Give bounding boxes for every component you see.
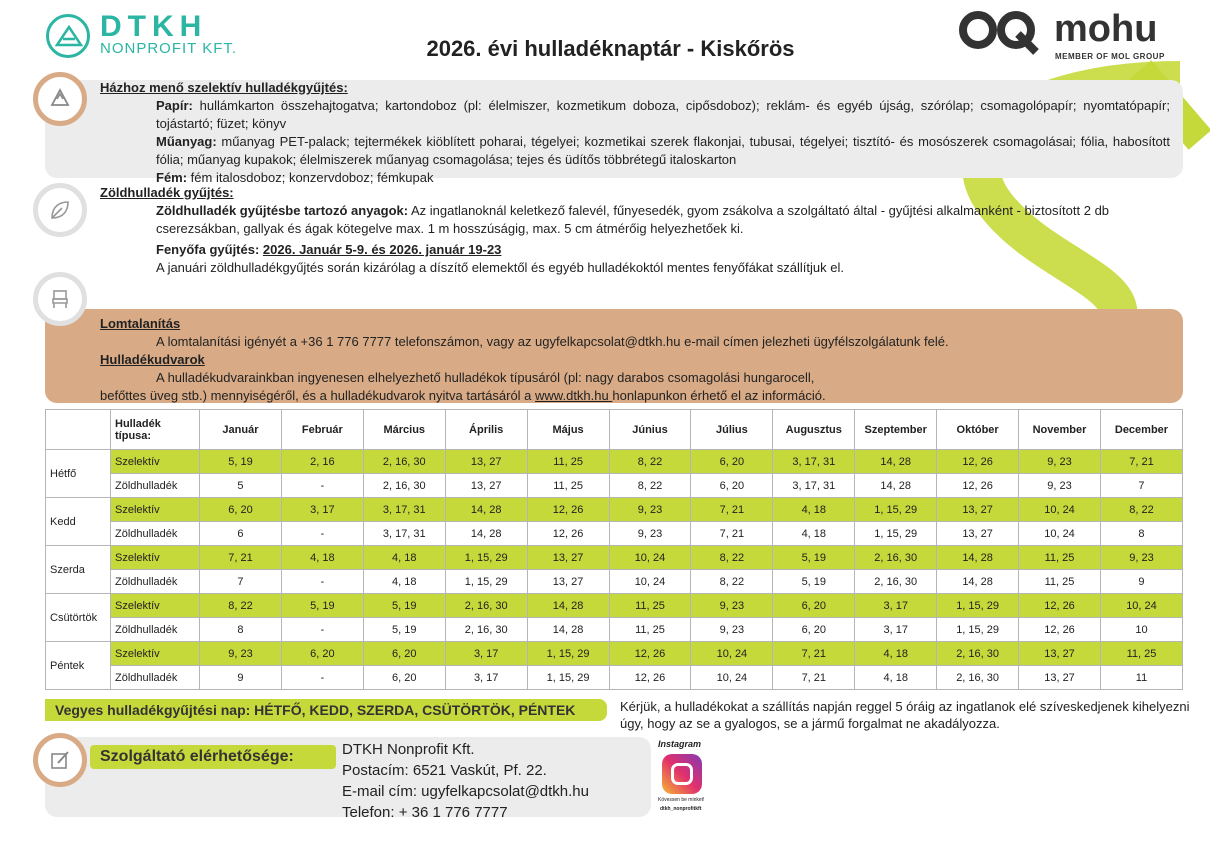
green-items-text: Az ingatlanoknál keletkező falevél, fűnyesedék, gyom zsákolva a szolgáltató által - gyűjtési alkalmanként - biztosított 2 db cserezsákban, gallyak és ágak kötegelve max. 1 m hosszúságig, max. 5 cm átmérőig helyezhetőek ki.	[156, 203, 1110, 236]
logo-name: DTKH	[100, 10, 208, 43]
type-cell: Zöldhulladék	[111, 666, 200, 690]
type-cell: Szelektív	[111, 546, 200, 570]
placement-request: Kérjük, a hulladékokat a szállítás napján reggel 5 óráig az ingatlanok elé szíveskedjenek kihelyezni úgy, hogy az se a gyalogos, se a jármű forgalmat ne akadályozza.	[620, 699, 1190, 731]
table-row	[46, 474, 1183, 498]
date-cell: 9	[200, 666, 282, 690]
contact-details	[342, 739, 589, 823]
date-cell: 1, 15, 29	[445, 546, 527, 570]
date-cell: 6, 20	[281, 642, 363, 666]
date-cell: 7, 21	[773, 666, 855, 690]
selective-section	[100, 79, 1170, 187]
date-cell: 8, 22	[1100, 498, 1182, 522]
date-cell: 10, 24	[691, 666, 773, 690]
date-cell: -	[281, 618, 363, 642]
date-cell: 13, 27	[937, 522, 1019, 546]
email-address[interactable]: E-mail cím: ugyfelkapcsolat@dtkh.hu	[342, 783, 589, 800]
date-cell: 11, 25	[527, 450, 609, 474]
green-heading: Zöldhulladék gyűjtés:	[100, 185, 234, 200]
logo-subtitle: NONPROFIT KFT.	[100, 40, 238, 57]
date-cell: 11, 25	[609, 594, 691, 618]
day-cell: Hétfő	[46, 450, 111, 498]
date-cell: 1, 15, 29	[855, 522, 937, 546]
date-cell: 13, 27	[937, 498, 1019, 522]
date-cell: 9, 23	[691, 618, 773, 642]
date-cell: 4, 18	[281, 546, 363, 570]
date-cell: 8, 22	[691, 546, 773, 570]
date-cell: -	[281, 522, 363, 546]
date-cell: 4, 18	[773, 498, 855, 522]
plastic-text: műanyag PET-palack; tejtermékek kiöblített poharai, tégelyei; kozmetikai szerek flakonjai, tubusai, tégelyei; tisztító- és mosószerek csomagolásai; fólia, habosított fólia; műanyag kupakok; élelmiszerek műanyag csomagolása; tejes és üdítős többrétegű italoskarton	[156, 134, 1170, 167]
table-row	[46, 666, 1183, 690]
green-items-label: Zöldhulladék gyűjtésbe tartozó anyagok:	[156, 203, 409, 218]
date-cell: 14, 28	[527, 594, 609, 618]
green-section	[100, 184, 1110, 277]
date-cell: 7, 21	[691, 498, 773, 522]
month-header: Október	[937, 410, 1019, 450]
date-cell: -	[281, 474, 363, 498]
yard-text-2a: befőttes üveg stb.) mennyiségéről, és a hulladékudvarok nyitva tartásáról a	[100, 388, 536, 403]
date-cell: 2, 16, 30	[445, 594, 527, 618]
date-cell: 4, 18	[363, 546, 445, 570]
day-cell: Szerda	[46, 546, 111, 594]
date-cell: 11, 25	[1100, 642, 1182, 666]
tree-label: Fenyőfa gyűjtés:	[156, 242, 260, 257]
date-cell: 7, 21	[200, 546, 282, 570]
date-cell: 3, 17, 31	[773, 474, 855, 498]
date-cell: 9, 23	[1019, 450, 1101, 474]
day-cell: Péntek	[46, 642, 111, 690]
day-cell: Kedd	[46, 498, 111, 546]
yard-link[interactable]: www.dtkh.hu	[535, 388, 613, 403]
date-cell: 4, 18	[773, 522, 855, 546]
date-cell: 14, 28	[445, 498, 527, 522]
date-cell: 3, 17	[855, 594, 937, 618]
company-name: DTKH Nonprofit Kft.	[342, 741, 475, 758]
type-cell: Szelektív	[111, 594, 200, 618]
date-cell: 2, 16, 30	[855, 546, 937, 570]
month-header: November	[1019, 410, 1101, 450]
date-cell: 8, 22	[609, 474, 691, 498]
table-row	[46, 498, 1183, 522]
date-cell: 10, 24	[1019, 522, 1101, 546]
yard-text-1: A hulladékudvarainkban ingyenesen elhelyezhető hulladékok típusáról (pl: nagy darabos csomagolási hungarocell,	[156, 370, 815, 385]
date-cell: 10, 24	[691, 642, 773, 666]
date-cell: 4, 18	[855, 666, 937, 690]
type-cell: Szelektív	[111, 450, 200, 474]
table-row	[46, 546, 1183, 570]
date-cell: 2, 16	[281, 450, 363, 474]
type-cell: Szelektív	[111, 498, 200, 522]
instagram-camera-icon	[671, 763, 693, 785]
plastic-label: Műanyag:	[156, 134, 217, 149]
date-cell: 2, 16, 30	[855, 570, 937, 594]
date-cell: 2, 16, 30	[937, 666, 1019, 690]
date-cell: 6, 20	[363, 666, 445, 690]
date-cell: 2, 16, 30	[363, 450, 445, 474]
date-cell: 7, 21	[773, 642, 855, 666]
date-cell: 9, 23	[1100, 546, 1182, 570]
date-cell: 5	[200, 474, 282, 498]
table-row	[46, 618, 1183, 642]
date-cell: 14, 28	[445, 522, 527, 546]
month-header: Június	[609, 410, 691, 450]
date-cell: 11, 25	[609, 618, 691, 642]
date-cell: 3, 17	[445, 666, 527, 690]
date-cell: 6, 20	[691, 474, 773, 498]
type-header: Hulladék típusa:	[111, 410, 200, 450]
type-cell: Zöldhulladék	[111, 618, 200, 642]
leaf-icon	[33, 183, 87, 237]
date-cell: 13, 27	[527, 570, 609, 594]
date-cell: 7	[200, 570, 282, 594]
date-cell: 13, 27	[445, 474, 527, 498]
date-cell: 6, 20	[691, 450, 773, 474]
tree-dates: 2026. Január 5-9. és 2026. január 19-23	[262, 242, 502, 257]
type-cell: Zöldhulladék	[111, 522, 200, 546]
mohu-logo-icon	[958, 10, 1044, 56]
date-cell: 4, 18	[855, 642, 937, 666]
table-row	[46, 522, 1183, 546]
date-cell: 9, 23	[691, 594, 773, 618]
month-header: Május	[527, 410, 609, 450]
mixed-waste-days: Vegyes hulladékgyűjtési nap: HÉTFŐ, KEDD, SZERDA, CSÜTÖRTÖK, PÉNTEK	[45, 699, 607, 721]
date-cell: 11	[1100, 666, 1182, 690]
day-cell: Csütörtök	[46, 594, 111, 642]
yard-heading: Hulladékudvarok	[100, 352, 205, 367]
date-cell: 11, 25	[1019, 570, 1101, 594]
mohu-subtitle: MEMBER OF MOL GROUP	[1055, 52, 1165, 61]
date-cell: 13, 27	[1019, 666, 1101, 690]
corner-cell	[46, 410, 111, 450]
date-cell: 2, 16, 30	[363, 474, 445, 498]
month-header: Április	[445, 410, 527, 450]
month-header: Február	[281, 410, 363, 450]
date-cell: 6, 20	[773, 594, 855, 618]
date-cell: 13, 27	[1019, 642, 1101, 666]
type-cell: Zöldhulladék	[111, 474, 200, 498]
table-row	[46, 642, 1183, 666]
date-cell: 1, 15, 29	[445, 570, 527, 594]
date-cell: 12, 26	[527, 522, 609, 546]
date-cell: 1, 15, 29	[937, 594, 1019, 618]
bulky-heading: Lomtalanítás	[100, 316, 181, 331]
yard-text-2b: honlapunkon érhető el az információ.	[612, 388, 826, 403]
selective-heading: Házhoz menő szelektív hulladékgyűjtés:	[100, 80, 348, 95]
date-cell: -	[281, 570, 363, 594]
paper-label: Papír:	[156, 98, 193, 113]
date-cell: 14, 28	[527, 618, 609, 642]
date-cell: -	[281, 666, 363, 690]
postal-address: Postacím: 6521 Vaskút, Pf. 22.	[342, 762, 547, 779]
date-cell: 1, 15, 29	[937, 618, 1019, 642]
table-row	[46, 594, 1183, 618]
date-cell: 10, 24	[609, 546, 691, 570]
date-cell: 12, 26	[527, 498, 609, 522]
type-cell: Zöldhulladék	[111, 570, 200, 594]
date-cell: 6, 20	[773, 618, 855, 642]
date-cell: 11, 25	[1019, 546, 1101, 570]
mohu-name: mohu	[1054, 8, 1158, 50]
instagram-title: Instagram	[658, 739, 702, 749]
bulky-section	[100, 315, 1170, 405]
date-cell: 8, 22	[200, 594, 282, 618]
date-cell: 7	[1100, 474, 1182, 498]
date-cell: 3, 17, 31	[773, 450, 855, 474]
date-cell: 9, 23	[1019, 474, 1101, 498]
date-cell: 7, 21	[1100, 450, 1182, 474]
date-cell: 2, 16, 30	[445, 618, 527, 642]
bulky-text: A lomtalanítási igényét a +36 1 776 7777 telefonszámon, vagy az ugyfelkapcsolat@dtkh.hu e-mail címen jelezheti ügyfélszolgálatunk felé.	[156, 334, 949, 349]
date-cell: 9	[1100, 570, 1182, 594]
tree-note: A januári zöldhulladékgyűjtés során kizárólag a díszítő elemektől és egyéb hulladékoktól mentes fenyőfákat szállítjuk el.	[156, 260, 844, 275]
date-cell: 3, 17, 31	[363, 522, 445, 546]
date-cell: 3, 17, 31	[363, 498, 445, 522]
schedule-table	[45, 409, 1183, 690]
date-cell: 3, 17	[281, 498, 363, 522]
contact-label: Szolgáltató elérhetősége:	[90, 745, 336, 769]
date-cell: 14, 28	[855, 474, 937, 498]
date-cell: 7, 21	[691, 522, 773, 546]
month-header: December	[1100, 410, 1182, 450]
date-cell: 5, 19	[773, 570, 855, 594]
date-cell: 14, 28	[937, 546, 1019, 570]
date-cell: 2, 16, 30	[937, 642, 1019, 666]
date-cell: 5, 19	[200, 450, 282, 474]
type-cell: Szelektív	[111, 642, 200, 666]
date-cell: 14, 28	[937, 570, 1019, 594]
date-cell: 1, 15, 29	[527, 642, 609, 666]
date-cell: 12, 26	[609, 642, 691, 666]
date-cell: 1, 15, 29	[527, 666, 609, 690]
date-cell: 8, 22	[609, 450, 691, 474]
date-cell: 13, 27	[445, 450, 527, 474]
table-row	[46, 570, 1183, 594]
furniture-icon	[33, 272, 87, 326]
date-cell: 10, 24	[1019, 498, 1101, 522]
date-cell: 5, 19	[363, 594, 445, 618]
metal-text: fém italosdoboz; konzervdoboz; fémkupak	[187, 170, 434, 185]
date-cell: 12, 26	[609, 666, 691, 690]
date-cell: 10	[1100, 618, 1182, 642]
date-cell: 12, 26	[1019, 618, 1101, 642]
phone-number[interactable]: Telefon: + 36 1 776 7777	[342, 804, 508, 821]
recycle-icon	[33, 72, 87, 126]
date-cell: 10, 24	[609, 570, 691, 594]
date-cell: 6, 20	[363, 642, 445, 666]
date-cell: 14, 28	[855, 450, 937, 474]
date-cell: 6	[200, 522, 282, 546]
date-cell: 8, 22	[691, 570, 773, 594]
date-cell: 5, 19	[281, 594, 363, 618]
page-title: 2026. évi hulladéknaptár - Kiskőrös	[426, 36, 795, 61]
instagram-slogan: Kövessen be minket!	[658, 797, 705, 803]
table-row	[46, 450, 1183, 474]
write-icon	[33, 733, 87, 787]
date-cell: 5, 19	[363, 618, 445, 642]
date-cell: 1, 15, 29	[855, 498, 937, 522]
month-header: Augusztus	[773, 410, 855, 450]
month-header: Január	[200, 410, 282, 450]
date-cell: 13, 27	[527, 546, 609, 570]
date-cell: 9, 23	[200, 642, 282, 666]
month-header: Március	[363, 410, 445, 450]
date-cell: 8	[200, 618, 282, 642]
instagram-handle: dtkh_nonprofitkft	[660, 806, 702, 812]
paper-text: hullámkarton összehajtogatva; kartondoboz (pl: élelmiszer, kozmetikum doboza, cipősdoboz); reklám- és egyéb újság, szórólap; csomagolópapír; nyomtatópapír; tojástartó; füzet; könyv	[156, 98, 1170, 131]
date-cell: 9, 23	[609, 498, 691, 522]
date-cell: 8	[1100, 522, 1182, 546]
date-cell: 12, 26	[937, 474, 1019, 498]
date-cell: 6, 20	[200, 498, 282, 522]
date-cell: 10, 24	[1100, 594, 1182, 618]
metal-label: Fém:	[156, 170, 188, 185]
date-cell: 12, 26	[1019, 594, 1101, 618]
date-cell: 9, 23	[609, 522, 691, 546]
date-cell: 4, 18	[363, 570, 445, 594]
date-cell: 12, 26	[937, 450, 1019, 474]
date-cell: 11, 25	[527, 474, 609, 498]
date-cell: 3, 17	[445, 642, 527, 666]
date-cell: 5, 19	[773, 546, 855, 570]
date-cell: 3, 17	[855, 618, 937, 642]
month-header: Július	[691, 410, 773, 450]
month-header: Szeptember	[855, 410, 937, 450]
